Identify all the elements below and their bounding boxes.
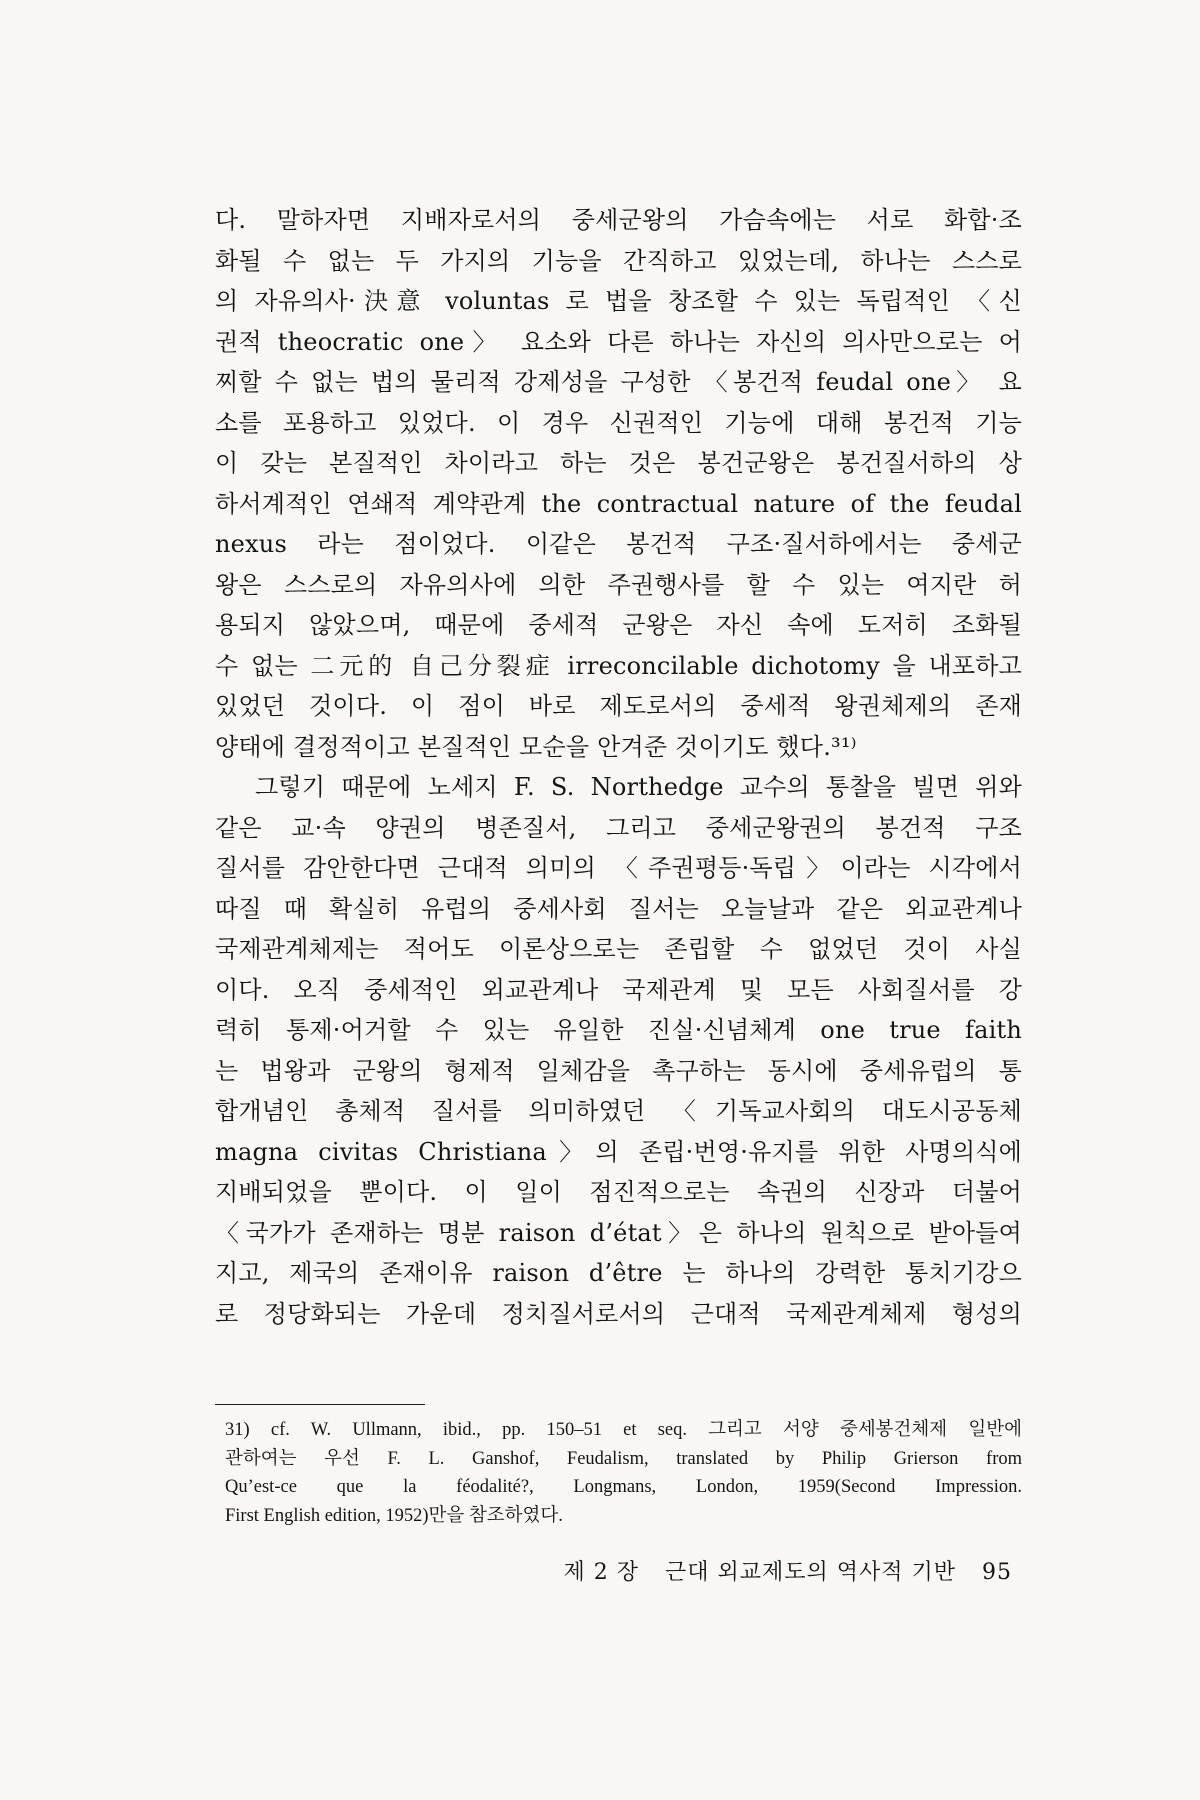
footnote-line: 31) cf. W. Ullmann, ibid., pp. 150–51 et seq. 그리고 서양 중세봉건체제 일반에 — [225, 1420, 1022, 1440]
footnote-line: 관하여는 우선 F. L. Ganshof, Feudalism, translated by Philip Grierson from — [225, 1448, 1022, 1469]
footnote-block — [225, 1416, 1022, 1530]
footnote-line: Qu’est-ce que la féodalité?, Longmans, London, 1959(Second Impression. — [225, 1477, 1022, 1497]
footnote-line: First English edition, 1952)만을 참조하였다. — [225, 1505, 563, 1526]
body-line: 용되지 않았으며, 때문에 중세적 군왕은 자신 속에 도저히 조화될 — [215, 611, 1022, 639]
body-line: 합개념인 총체적 질서를 의미하였던 〈기독교사회의 대도시공동체 — [215, 1097, 1022, 1125]
body-line: 지고, 제국의 존재이유 raison d’être 는 하나의 강력한 통치기강으 — [215, 1259, 1022, 1287]
body-line: 따질 때 확실히 유럽의 중세사회 질서는 오늘날과 같은 외교관계나 — [215, 894, 1022, 923]
body-line: 양태에 결정적이고 본질적인 모순을 안겨준 것이기도 했다.³¹⁾ — [215, 732, 857, 761]
page-number: 95 — [982, 1560, 1012, 1585]
body-line: 는 법왕과 군왕의 형제적 일체감을 촉구하는 동시에 중세유럽의 통 — [215, 1056, 1022, 1085]
footnote-divider — [215, 1404, 425, 1405]
body-line: 의 자유의사·決意 voluntas 로 법을 창조할 수 있는 독립적인 〈신 — [215, 287, 1022, 315]
body-line: 〈국가가 존재하는 명분 raison d’état〉은 하나의 원칙으로 받아들여 — [215, 1218, 1022, 1247]
body-line: 수 없는 二元的 自己分裂症 irreconcilable dichotomy 을 내포하고 — [215, 651, 1022, 680]
body-line: nexus 라는 점이었다. 이같은 봉건적 구조·질서하에서는 중세군 — [215, 530, 1022, 558]
body-line: 권적 theocratic one〉 요소와 다른 하나는 자신의 의사만으로는 어 — [215, 327, 1022, 356]
body-line: magna civitas Christiana〉의 존립·번영·유지를 위한 사명의식에 — [215, 1137, 1022, 1166]
body-line: 이 갖는 본질적인 차이라고 하는 것은 봉건군왕은 봉건질서하의 상 — [215, 449, 1022, 477]
body-line: 다. 말하자면 지배자로서의 중세군왕의 가슴속에는 서로 화합·조 — [215, 206, 1022, 234]
body-line: 지배되었을 뿐이다. 이 일이 점진적으로는 속권의 신장과 더불어 — [215, 1178, 1022, 1206]
chapter-title: 근대 외교제도의 역사적 기반 — [664, 1560, 956, 1585]
body-line: 하서계적인 연쇄적 계약관계 the contractual nature of the feudal — [215, 489, 1022, 518]
body-line: 소를 포용하고 있었다. 이 경우 신권적인 기능에 대해 봉건적 기능 — [215, 408, 1022, 437]
body-line: 로 정당화되는 가운데 정치질서로서의 근대적 국제관계체제 형성의 — [215, 1299, 1022, 1328]
body-line: 이다. 오직 중세적인 외교관계나 국제관계 및 모든 사회질서를 강 — [215, 975, 1022, 1004]
body-line: 화될 수 없는 두 가지의 기능을 간직하고 있었는데, 하나는 스스로 — [215, 246, 1022, 275]
body-line: 력히 통제·어거할 수 있는 유일한 진실·신념체계 one true faith — [215, 1016, 1022, 1044]
body-line: 찌할 수 없는 법의 물리적 강제성을 구성한 〈봉건적 feudal one〉 요 — [215, 368, 1022, 396]
body-line: 국제관계체제는 적어도 이론상으로는 존립할 수 없었던 것이 사실 — [215, 935, 1022, 963]
chapter-label: 제 2 장 — [563, 1560, 639, 1585]
body-line: 질서를 감안한다면 근대적 의미의 〈주권평등·독립〉이라는 시각에서 — [215, 854, 1022, 882]
paragraph-start-line: 그렇기 때문에 노세지 F. S. Northedge 교수의 통찰을 빌면 위와 — [255, 773, 1022, 801]
body-line: 있었던 것이다. 이 점이 바로 제도로서의 중세적 왕권체제의 존재 — [215, 692, 1022, 720]
body-line: 같은 교·속 양권의 병존질서, 그리고 중세군왕권의 봉건적 구조 — [215, 813, 1022, 842]
body-text — [215, 200, 1022, 1334]
body-line: 왕은 스스로의 자유의사에 의한 주권행사를 할 수 있는 여지란 허 — [215, 570, 1022, 599]
running-footer — [0, 1555, 1012, 1586]
